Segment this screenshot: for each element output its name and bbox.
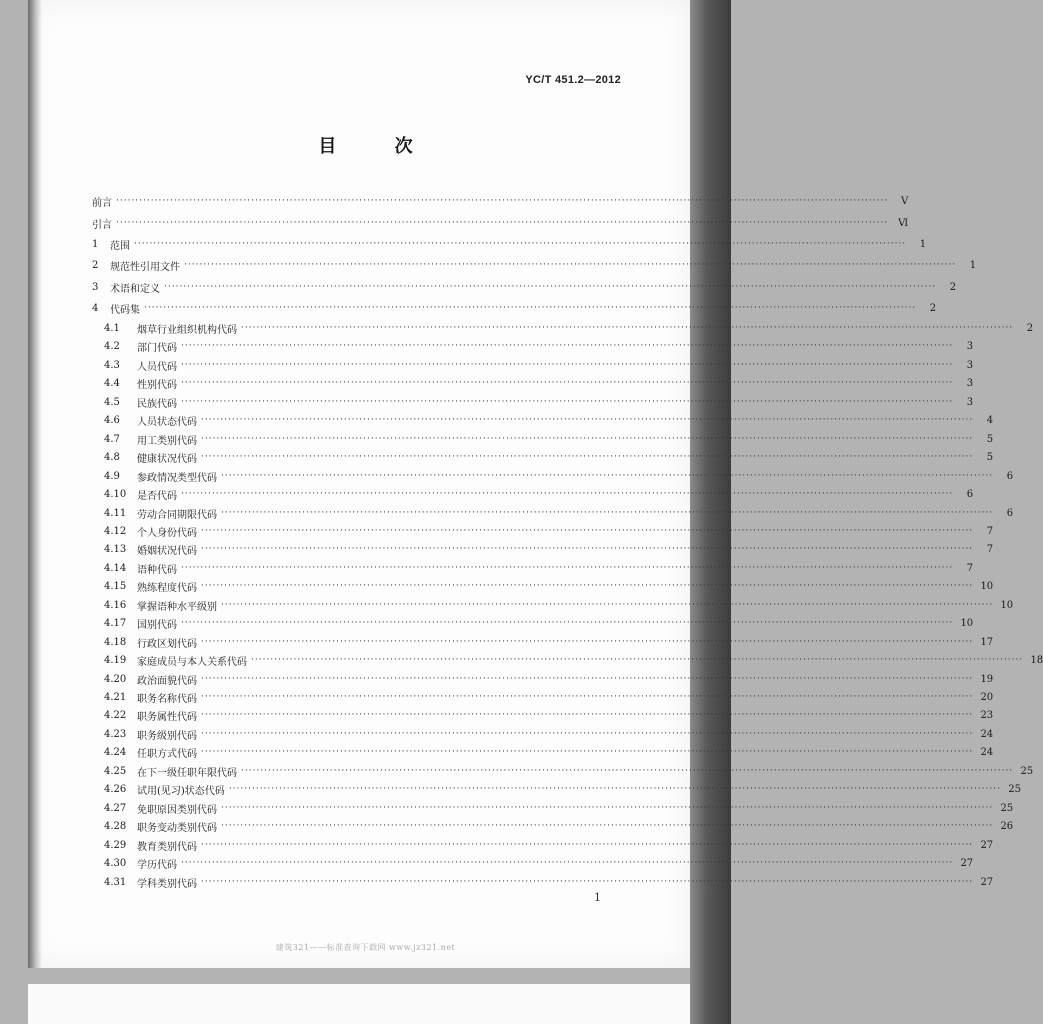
toc-entry-number: 4.16 [104, 599, 127, 611]
toc-entry-page: 6 [1006, 470, 1014, 482]
toc-entry-number: 4.8 [104, 451, 120, 463]
toc-entry-number: 4.20 [104, 673, 127, 685]
toc-entry-page: 1 [919, 238, 927, 250]
toc-entry-number: 4.11 [104, 507, 127, 519]
toc-entry[interactable] [92, 279, 957, 295]
toc-leader-dots: ········································································································································································································ [164, 282, 937, 292]
toc-leader-dots: ········································································································································································································ [181, 618, 954, 628]
toc-leader-dots: ········································································································································································································ [181, 341, 954, 351]
toc-entry-number: 4.2 [104, 340, 120, 352]
toc-leader-dots: ········································································································································································································ [181, 360, 954, 370]
toc-leader-dots: ········································································································································································································ [184, 260, 957, 270]
toc-entry-label: 人员代码 [137, 361, 177, 373]
toc-entry-label: 用工类别代码 [137, 435, 197, 447]
toc-entry-page: 6 [966, 488, 974, 500]
toc-entry-page: 2 [949, 281, 957, 293]
toc-leader-dots: ········································································································································································································ [241, 766, 1014, 776]
toc-entry[interactable] [104, 320, 1034, 336]
toc-entry[interactable] [104, 560, 974, 576]
toc-entry[interactable] [92, 300, 937, 316]
toc-entry-label: 人员状态代码 [137, 416, 197, 428]
toc-entry[interactable] [104, 597, 1014, 613]
toc-entry-number: 4.6 [104, 414, 120, 426]
toc-leader-dots: ········································································································································································································ [134, 239, 907, 249]
toc-entry[interactable] [104, 431, 994, 447]
toc-entry-number: 4.12 [104, 525, 127, 537]
toc-entry-label: 语种代码 [137, 564, 177, 576]
toc-entry-label: 个人身份代码 [137, 527, 197, 539]
toc-leader-dots: ········································································································································································································ [221, 471, 994, 481]
toc-entry-number: 4.30 [104, 857, 127, 869]
toc-entry[interactable] [104, 338, 974, 354]
toc-entry-number: 4.7 [104, 433, 120, 445]
toc-entry[interactable] [104, 855, 974, 871]
toc-entry[interactable] [104, 394, 974, 410]
toc-entry-label: 民族代码 [137, 398, 177, 410]
toc-entry[interactable] [104, 726, 994, 742]
toc-entry[interactable] [104, 818, 1014, 834]
toc-leader-dots: ········································································································································································································ [201, 674, 974, 684]
toc-entry[interactable] [104, 781, 1021, 797]
toc-entry-label: 术语和定义 [110, 283, 160, 295]
toc-entry-label: 引言 [92, 219, 112, 231]
toc-entry-page: 3 [966, 359, 974, 371]
toc-entry-number: 4.10 [104, 488, 127, 500]
toc-entry-label: 教育类别代码 [137, 841, 197, 853]
toc-entry-label: 熟练程度代码 [137, 582, 197, 594]
toc-entry-number: 4.1 [104, 322, 120, 334]
toc-entry-page: 24 [980, 728, 994, 740]
toc-entry[interactable] [104, 505, 1014, 521]
toc-entry-page: 25 [1000, 802, 1014, 814]
toc-leader-dots: ········································································································································································································ [201, 581, 974, 591]
toc-entry-label: 任职方式代码 [137, 748, 197, 760]
toc-entry-page: 2 [929, 302, 937, 314]
toc-leader-dots: ········································································································································································································ [201, 544, 974, 554]
toc-entry[interactable] [104, 486, 974, 502]
toc-entry-page: 7 [986, 543, 994, 555]
toc-entry[interactable] [92, 236, 927, 252]
toc-entry-label: 职务变动类别代码 [137, 822, 217, 834]
next-page-edge [28, 984, 690, 1024]
toc-entry[interactable] [104, 375, 974, 391]
toc-entry-label: 职务属性代码 [137, 711, 197, 723]
toc-entry[interactable] [104, 671, 994, 687]
toc-entry-label: 职务名称代码 [137, 693, 197, 705]
toc-leader-dots: ········································································································································································································ [181, 378, 954, 388]
toc-entry-page: 3 [966, 396, 974, 408]
toc-entry[interactable] [104, 652, 1043, 668]
toc-entry-page: 27 [980, 839, 994, 851]
toc-entry-label: 劳动合同期限代码 [137, 509, 217, 521]
toc-entry-page: 3 [966, 377, 974, 389]
toc-entry-number: 1 [92, 238, 99, 250]
standard-code: YC/T 451.2—2012 [525, 74, 621, 86]
toc-leader-dots: ········································································································································································································ [116, 196, 889, 206]
toc-entry-number: 4.23 [104, 728, 127, 740]
toc-leader-dots: ········································································································································································································ [201, 840, 974, 850]
toc-leader-dots: ········································································································································································································ [201, 877, 974, 887]
toc-leader-dots: ········································································································································································································ [201, 729, 974, 739]
toc-entry[interactable] [104, 578, 994, 594]
toc-entry-label: 试用(见习)状态代码 [137, 785, 225, 797]
toc-entry-page: 19 [980, 673, 994, 685]
toc-entry-page: 3 [966, 340, 974, 352]
toc-entry-label: 规范性引用文件 [110, 261, 180, 273]
toc-entry-page: 26 [1000, 820, 1014, 832]
toc-entry[interactable] [104, 468, 1014, 484]
toc-entry-number: 4.9 [104, 470, 120, 482]
toc-leader-dots: ········································································································································································································ [116, 218, 889, 228]
toc-entry-page: 25 [1020, 765, 1034, 777]
toc-leader-dots: ········································································································································································································ [181, 563, 954, 573]
toc-entry-label: 部门代码 [137, 342, 177, 354]
toc-leader-dots: ········································································································································································································ [201, 415, 974, 425]
toc-entry-page: 7 [986, 525, 994, 537]
toc-leader-dots: ········································································································································································································ [144, 303, 917, 313]
toc-entry-number: 4.28 [104, 820, 127, 832]
toc-entry-label: 家庭成员与本人关系代码 [137, 656, 247, 668]
toc-entry-number: 3 [92, 281, 99, 293]
toc-entry-page: 7 [966, 562, 974, 574]
toc-entry[interactable] [104, 689, 994, 705]
toc-entry-number: 4.19 [104, 654, 127, 666]
toc-entry-number: 4.24 [104, 746, 127, 758]
toc-entry-label: 是否代码 [137, 490, 177, 502]
toc-leader-dots: ········································································································································································································ [201, 526, 974, 536]
toc-entry-page: 20 [980, 691, 994, 703]
toc-entry-label: 免职原因类别代码 [137, 804, 217, 816]
toc-entry-page: 25 [1008, 783, 1021, 795]
toc-entry-label: 行政区划代码 [137, 638, 197, 650]
toc-leader-dots: ········································································································································································································ [228, 784, 1001, 794]
toc-leader-dots: ········································································································································································································ [181, 858, 954, 868]
toc-entry-number: 4.18 [104, 636, 127, 648]
page-number: 1 [594, 891, 601, 904]
toc-leader-dots: ········································································································································································································ [251, 655, 1024, 665]
toc-entry-page: 23 [980, 709, 994, 721]
toc-entry-page: 27 [960, 857, 974, 869]
toc-entry-label: 学历代码 [137, 859, 177, 871]
toc-entry-page: 5 [986, 451, 994, 463]
toc-entry-number: 4.21 [104, 691, 127, 703]
toc-entry[interactable] [92, 215, 909, 231]
watermark: 建筑321——标准查询下载网 www.jz321.net [275, 943, 456, 952]
page-title: 目 次 [318, 136, 439, 157]
toc-entry-number: 4.26 [104, 783, 127, 795]
toc-entry[interactable] [104, 523, 994, 539]
toc-entry-page: 10 [1000, 599, 1014, 611]
toc-leader-dots: ········································································································································································································ [201, 434, 974, 444]
toc-entry[interactable] [104, 744, 994, 760]
toc-entry[interactable] [104, 412, 994, 428]
toc-entry-number: 4.15 [104, 580, 127, 592]
toc-leader-dots: ········································································································································································································ [221, 821, 994, 831]
toc-entry-page: 6 [1006, 507, 1014, 519]
toc-entry-page: 18 [1030, 654, 1043, 666]
toc-entry-number: 4.25 [104, 765, 127, 777]
toc-entry[interactable] [92, 257, 977, 273]
toc-leader-dots: ········································································································································································································ [181, 397, 954, 407]
toc-entry-number: 4.14 [104, 562, 127, 574]
toc-entry-number: 4.13 [104, 543, 127, 555]
toc-entry-label: 前言 [92, 197, 112, 209]
toc-entry-number: 4.22 [104, 709, 127, 721]
toc-entry-number: 2 [92, 259, 99, 271]
toc-entry-page: 2 [1026, 322, 1034, 334]
toc-entry-page: 10 [960, 617, 974, 629]
toc-entry[interactable] [92, 193, 909, 209]
toc-leader-dots: ········································································································································································································ [201, 637, 974, 647]
toc-entry-number: 4.31 [104, 876, 127, 888]
toc-entry-label: 政治面貌代码 [137, 675, 197, 687]
toc-entry[interactable] [104, 634, 994, 650]
toc-entry-number: 4.3 [104, 359, 120, 371]
toc-entry-number: 4.29 [104, 839, 127, 851]
toc-leader-dots: ········································································································································································································ [181, 489, 954, 499]
toc-entry[interactable] [104, 763, 1034, 779]
toc-entry-label: 参政情况类型代码 [137, 472, 217, 484]
toc-entry[interactable] [104, 837, 994, 853]
toc-entry-number: 4.4 [104, 377, 120, 389]
toc-entry-number: 4 [92, 302, 99, 314]
toc-entry[interactable] [104, 541, 994, 557]
toc-entry-label: 婚姻状况代码 [137, 545, 197, 557]
toc-leader-dots: ········································································································································································································ [221, 600, 994, 610]
toc-entry[interactable] [104, 800, 1014, 816]
toc-entry-page: 24 [980, 746, 994, 758]
toc-entry-number: 4.27 [104, 802, 127, 814]
toc-entry-label: 性别代码 [137, 379, 177, 391]
toc-entry-label: 职务级别代码 [137, 730, 197, 742]
toc-entry-page: 27 [980, 876, 994, 888]
toc-leader-dots: ········································································································································································································ [201, 747, 974, 757]
toc-leader-dots: ········································································································································································································ [221, 508, 994, 518]
toc-entry-label: 健康状况代码 [137, 453, 197, 465]
toc-entry-label: 烟草行业组织机构代码 [137, 324, 237, 336]
toc-entry[interactable] [104, 357, 974, 373]
toc-entry-number: 4.5 [104, 396, 120, 408]
toc-entry-label: 代码集 [110, 304, 140, 316]
toc-leader-dots: ········································································································································································································ [201, 452, 974, 462]
toc-entry-page: 1 [969, 259, 977, 271]
toc-leader-dots: ········································································································································································································ [221, 803, 994, 813]
toc-entry[interactable] [104, 707, 994, 723]
toc-entry-page: 5 [986, 433, 994, 445]
toc-entry-label: 在下一级任职年限代码 [137, 767, 237, 779]
toc-entry[interactable] [104, 874, 994, 890]
toc-entry-label: 国别代码 [137, 619, 177, 631]
toc-entry-label: 学科类别代码 [137, 878, 197, 890]
toc-leader-dots: ········································································································································································································ [201, 710, 974, 720]
toc-entry-page: 17 [980, 636, 994, 648]
toc-entry[interactable] [104, 449, 994, 465]
toc-entry-page: 10 [980, 580, 994, 592]
toc-entry-number: 4.17 [104, 617, 127, 629]
toc-entry-page: Ⅵ [898, 217, 909, 229]
toc-entry-page: 4 [986, 414, 994, 426]
toc-entry-label: 范围 [110, 240, 130, 252]
toc-entry[interactable] [104, 615, 974, 631]
toc-leader-dots: ········································································································································································································ [201, 692, 974, 702]
toc-entry-label: 掌握语种水平级别 [137, 601, 217, 613]
toc-leader-dots: ········································································································································································································ [241, 323, 1014, 333]
toc-entry-page: Ⅴ [900, 195, 909, 207]
